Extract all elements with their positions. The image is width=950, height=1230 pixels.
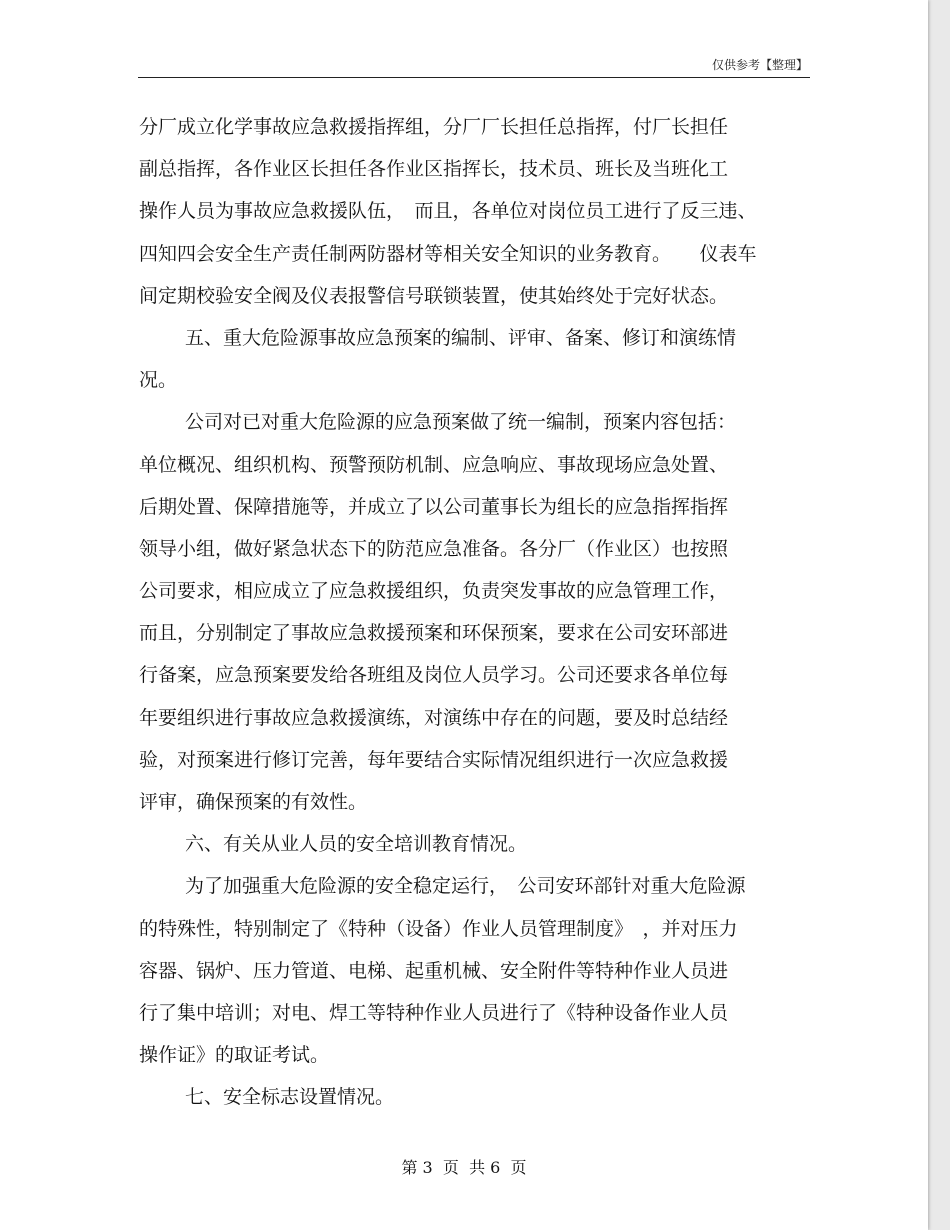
header-note: 仅供参考【整理】 [711, 58, 808, 72]
section-heading: 五、重大危险源事故应急预案的编制、评审、备案、修订和演练情 [185, 326, 737, 349]
document-body [139, 106, 811, 1119]
paragraph-start: 为了加强重大危险源的安全稳定运行， 公司安环部针对重大危险源 [185, 875, 746, 898]
text-line: 公司要求，相应成立了应急救援组织，负责突发事故的应急管理工作， [139, 580, 729, 603]
section-heading: 七、安全标志设置情况。 [185, 1086, 395, 1109]
page-number-footer: 第 3 页 共 6 页 [401, 1158, 527, 1177]
text-line: 分厂成立化学事故应急救援指挥组，分厂厂长担任总指挥，付厂长担任 [139, 116, 729, 138]
text-line: 验，对预案进行修订完善，每年要结合实际情况组织进行一次应急救援 [139, 748, 729, 771]
text-line: 年要组织进行事故应急救援演练，对演练中存在的问题，要及时总结经 [139, 706, 729, 729]
text-line: 行备案，应急预案要发给各班组及岗位人员学习。公司还要求各单位每 [139, 664, 729, 687]
text-line: 容器、锅炉、压力管道、电梯、起重机械、安全附件等特种作业人员进 [139, 959, 729, 982]
text-line: 而且，分别制定了事故应急救援预案和环保预案，要求在公司安环部进 [139, 622, 729, 645]
text-line: 副总指挥，各作业区长担任各作业区指挥长，技术员、班长及当班化工 [139, 158, 729, 181]
text-line: 操作证》的取证考试。 [139, 1044, 330, 1067]
text-line: 单位概况、组织机构、预警预防机制、应急响应、事故现场应急处置、 [139, 453, 729, 476]
page-header [138, 52, 810, 78]
text-line: 的特殊性，特别制定了《特种（设备）作业人员管理制度》 ，并对压力 [139, 917, 738, 940]
text-line: 评审，确保预案的有效性。 [139, 791, 368, 813]
text-line: 后期处置、保障措施等，并成立了以公司董事长为组长的应急指挥指挥 [139, 495, 729, 518]
text-line: 间定期校验安全阀及仪表报警信号联锁装置，使其始终处于完好状态。 [139, 284, 729, 307]
text-line: 操作人员为事故应急救援队伍， 而且，各单位对岗位员工进行了反三违、 [139, 200, 757, 223]
text-line: 行了集中培训；对电、焊工等特种作业人员进行了《特种设备作业人员 [139, 1001, 729, 1024]
text-line: 况。 [139, 369, 178, 392]
text-line: 四知四会安全生产责任制两防器材等相关安全知识的业务教育。 仪表车 [139, 242, 757, 265]
text-line: 领导小组，做好紧急状态下的防范应急准备。各分厂（作业区）也按照 [139, 537, 729, 560]
section-heading: 六、有关从业人员的安全培训教育情况。 [185, 833, 528, 856]
paragraph-start: 公司对已对重大危险源的应急预案做了统一编制，预案内容包括： [185, 411, 737, 434]
